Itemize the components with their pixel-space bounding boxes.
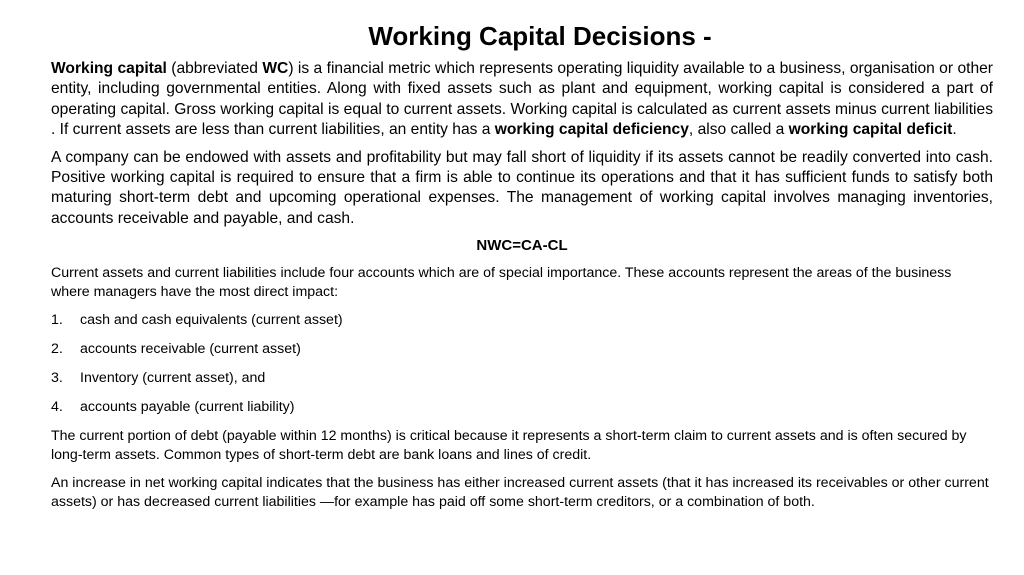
list-item-number: 2. — [51, 341, 63, 358]
paragraph-net-working-capital-increase: An increase in net working capital indicates that the business has either increased current assets (that it has increased its receivables or other current assets) or has decreased current liabilities —for example has paid off some short-term creditors, or a combination of both. — [51, 475, 989, 511]
term-working-capital: Working capital — [51, 60, 167, 77]
accounts-list — [51, 311, 993, 417]
list-item-text: Inventory (current asset), and — [80, 370, 266, 387]
paragraph-current-portion-of-debt: The current portion of debt (payable within 12 months) is critical because it represents a short-term claim to current assets and is often secured by long-term assets. Common types of short-term debt are bank loans and lines of credit. — [51, 428, 967, 464]
slide-content — [51, 18, 993, 521]
list-item — [51, 340, 993, 359]
list-item — [51, 311, 993, 330]
list-item-number: 4. — [51, 399, 63, 416]
list-item-number: 3. — [51, 370, 63, 387]
paragraph-working-capital-definition — [51, 59, 993, 141]
text-span: (abbreviated — [166, 60, 263, 77]
list-item — [51, 398, 993, 417]
list-item-text: cash and cash equivalents (current asset) — [80, 312, 343, 329]
list-item — [51, 369, 993, 388]
text-span: ) is a financial metric which represents operating liquidity available to a business, organisation or other entity, including governmental entities. Along with fixed assets such as plant and equipment, working capital is considered a part of operating capital. Gross working capital is equal to current assets. Working capital is calculated as current assets minus current liabilities . If current assets are less than current liabilities, an entity has a — [51, 60, 993, 139]
text-span: , also called a — [688, 121, 789, 139]
term-wc: WC — [262, 60, 289, 77]
list-item-text: accounts payable (current liability) — [80, 399, 295, 416]
list-item-text: accounts receivable (current asset) — [80, 341, 301, 358]
term-working-capital-deficit: working capital deficit — [788, 121, 953, 139]
paragraph-liquidity: A company can be endowed with assets and profitability but may fall short of liquidity if its assets cannot be readily converted into cash. Positive working capital is required to ensure that a firm is able to continue its operations and that it has sufficient funds to satisfy both maturing short-term debt and upcoming operational expenses. The management of working capital involves managing inventories, accounts receivable and payable, and cash. — [51, 148, 993, 227]
slide-title: Working Capital Decisions - — [368, 21, 712, 51]
formula-nwc: NWC=CA-CL — [476, 237, 568, 255]
term-working-capital-deficiency: working capital deficiency — [494, 121, 689, 139]
text-span: . — [952, 121, 957, 139]
list-item-number: 1. — [51, 312, 63, 329]
paragraph-accounts-intro: Current assets and current liabilities include four accounts which are of special importance. These accounts represent the areas of the business where managers have the most direct impact: — [51, 265, 952, 301]
